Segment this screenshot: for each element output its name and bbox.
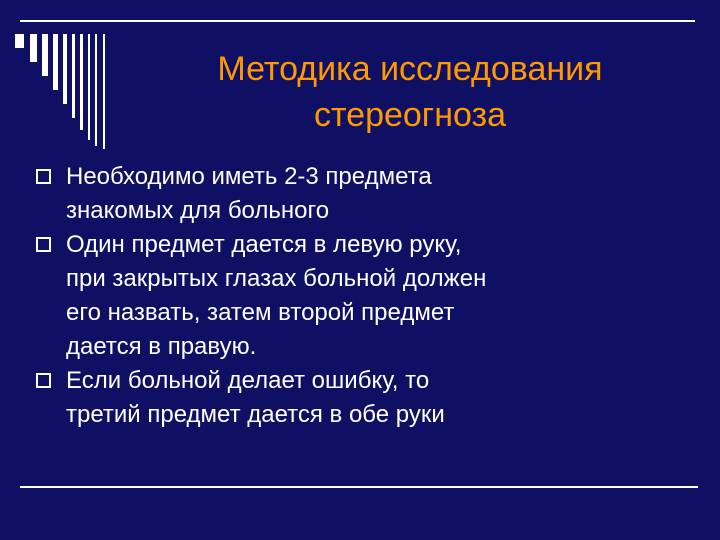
bullet-2-line-3: его назвать, затем второй предмет [66, 299, 455, 326]
bullet-3-line-2: третий предмет дается в обе руки [66, 401, 445, 428]
bullet-1-line-2: знакомых для больного [66, 197, 330, 224]
slide-title-line-1: Методика исследования [217, 50, 603, 88]
bullet-2-line-2: при закрытых глазах больной должен [66, 265, 487, 292]
bullet-text-3 [66, 364, 712, 432]
slide-title-line-2: стереогноза [313, 96, 507, 134]
bullet-item-1 [32, 160, 712, 228]
bullet-1-line-1: Необходимо иметь 2-3 предмета [66, 163, 432, 190]
bullet-2-line-1: Один предмет дается в левую руку, [66, 231, 462, 258]
hollow-square-icon [36, 373, 51, 388]
bullet-list [32, 160, 712, 432]
bullet-2-line-4: дается в правую. [66, 333, 257, 360]
bullet-text-2 [66, 228, 712, 364]
bullet-text-1 [66, 160, 712, 228]
slide-title [130, 46, 690, 138]
bottom-divider [20, 486, 698, 488]
bullet-item-3 [32, 364, 712, 432]
hollow-square-icon [36, 237, 51, 252]
bullet-3-line-1: Если больной делает ошибку, то [66, 367, 430, 394]
top-divider [20, 20, 695, 22]
vertical-stripes-icon [15, 34, 120, 149]
hollow-square-icon [36, 169, 51, 184]
bullet-item-2 [32, 228, 712, 364]
